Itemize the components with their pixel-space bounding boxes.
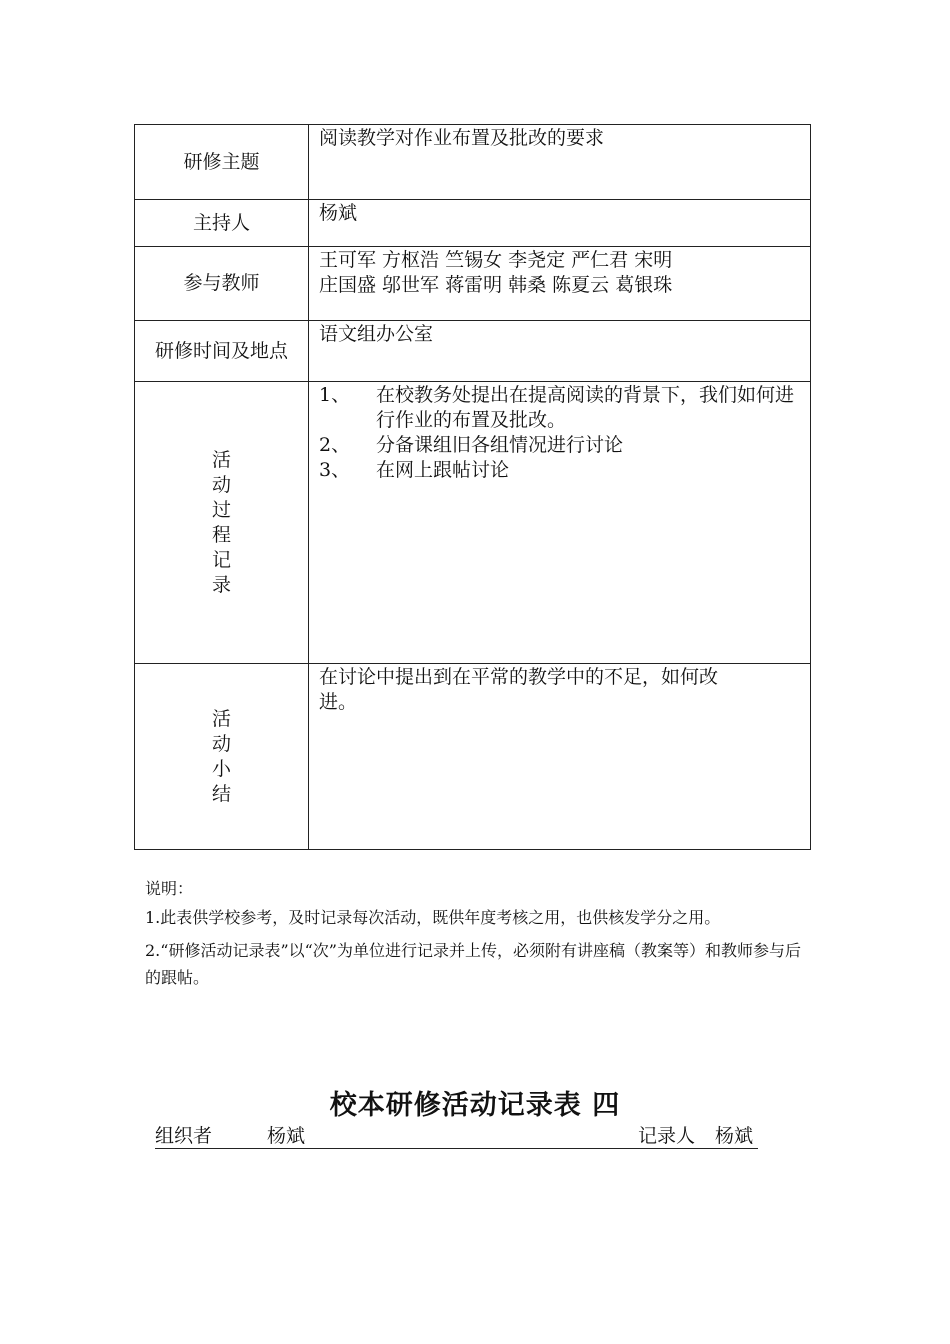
process-row — [135, 382, 811, 664]
host-value: 杨斌 — [309, 200, 811, 247]
topic-row — [135, 125, 811, 200]
host-label: 主持人 — [135, 200, 309, 247]
teachers-line-1: 王可军 方枢浩 竺锡女 李尧定 严仁君 宋明 — [319, 249, 673, 271]
process-item — [319, 433, 802, 458]
process-item — [319, 383, 802, 433]
summary-label: 活动小结 — [211, 707, 231, 805]
recorder-name: 杨斌 — [715, 1125, 754, 1147]
note-item-2: 2.“研修活动记录表”以“次”为单位进行记录并上传，必须附有讲座稿（教案等）和教师参与后的跟帖。 — [145, 941, 801, 987]
process-label: 活动过程记录 — [211, 448, 231, 596]
teachers-value — [309, 247, 811, 321]
teachers-label: 参与教师 — [135, 247, 309, 321]
time-place-value: 语文组办公室 — [309, 321, 811, 382]
process-item-text: 在校教务处提出在提高阅读的背景下，我们如何进行作业的布置及批改。 — [376, 384, 795, 431]
process-item-text: 分备课组旧各组情况进行讨论 — [376, 434, 624, 456]
next-form-title: 校本研修活动记录表 四 — [329, 1090, 621, 1121]
process-content — [309, 382, 811, 664]
notes-heading: 说明： — [145, 879, 194, 898]
time-place-label: 研修时间及地点 — [135, 321, 309, 382]
record-table — [134, 124, 811, 850]
teachers-line-2: 庄国盛 邬世军 蒋雷明 韩桑 陈夏云 葛银珠 — [319, 274, 673, 296]
process-item-number: 2、 — [319, 434, 351, 456]
organizer-recorder-line — [155, 1124, 758, 1149]
time-place-row — [135, 321, 811, 382]
process-list — [319, 383, 802, 483]
organizer-name: 杨斌 — [267, 1125, 306, 1147]
note-item-1: 1.此表供学校参考，及时记录每次活动，既供年度考核之用，也供核发学分之用。 — [145, 908, 721, 927]
notes-section — [145, 875, 810, 997]
process-item — [319, 458, 802, 483]
teachers-row — [135, 247, 811, 321]
host-row — [135, 200, 811, 247]
organizer-label: 组织者 — [155, 1125, 213, 1147]
summary-row — [135, 664, 811, 850]
topic-value: 阅读教学对作业布置及批改的要求 — [309, 125, 811, 200]
summary-text: 在讨论中提出到在平常的教学中的不足，如何改进。 — [319, 666, 719, 713]
process-item-number: 1、 — [319, 384, 351, 406]
process-item-text: 在网上跟帖讨论 — [376, 459, 510, 481]
topic-label: 研修主题 — [135, 125, 309, 200]
process-item-number: 3、 — [319, 459, 351, 481]
summary-value — [309, 664, 811, 850]
recorder-label: 记录人 — [638, 1125, 696, 1147]
